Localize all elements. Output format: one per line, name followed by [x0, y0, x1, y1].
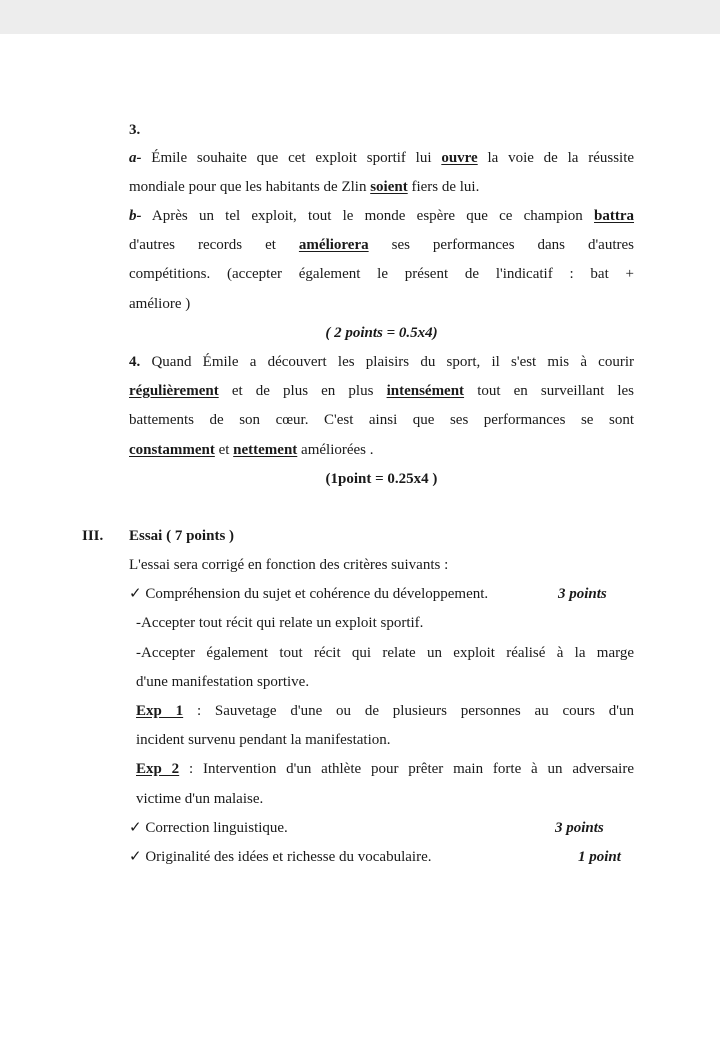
- q3b-label: b-: [129, 208, 142, 224]
- q4-line-1: [129, 352, 634, 372]
- q3b-text-3: ses performances dans d'autres: [391, 237, 635, 253]
- criterion-2: [129, 818, 288, 838]
- criterion-1-text: Compréhension du sujet et cohérence du développement.: [145, 586, 489, 602]
- q3a-line-1: [129, 148, 634, 168]
- q3a-text-3: mondiale pour que les habitants de Zlin: [129, 179, 367, 195]
- check-icon: ✓: [129, 849, 142, 865]
- q4-text-4: et: [218, 442, 230, 458]
- q4-line-3: battements de son cœur. C'est ainsi que ses performances se sont: [129, 412, 634, 428]
- criterion-3: [129, 847, 431, 867]
- example-2-line-2: victime d'un malaise.: [136, 791, 264, 807]
- q3a-text-4: fiers de lui.: [411, 179, 480, 195]
- section-numeral: III.: [82, 528, 104, 544]
- detail-2-line-1: -Accepter également tout récit qui relate un exploit réalisé à la marge: [136, 645, 634, 661]
- section-title: Essai ( 7 points ): [129, 528, 235, 544]
- check-icon: ✓: [129, 586, 142, 602]
- q4-adverb-regulierement: régulièrement: [129, 383, 219, 399]
- q3a-verb-ouvre: ouvre: [441, 150, 478, 166]
- criterion-3-points: 1 point: [578, 849, 621, 865]
- example-2-line-1: [136, 759, 634, 779]
- viewer-top-bar: [0, 0, 720, 34]
- q3a-text-2: la voie de la réussite: [487, 150, 635, 166]
- essai-intro: L'essai sera corrigé en fonction des critères suivants :: [129, 557, 449, 573]
- criterion-2-points: 3 points: [555, 820, 604, 836]
- q4-number: 4.: [129, 354, 141, 370]
- q3b-line-3: compétitions. (accepter également le présent de l'indicatif : bat +: [129, 266, 634, 282]
- q4-adverb-nettement: nettement: [233, 442, 298, 458]
- example-2-label: Exp 2: [136, 761, 180, 777]
- q3a-label: a-: [129, 150, 142, 166]
- example-1-line-2: incident survenu pendant la manifestation.: [136, 732, 391, 748]
- example-1-label: Exp 1: [136, 703, 184, 719]
- q3b-text-2: d'autres records et: [129, 237, 276, 253]
- criterion-1: [129, 584, 488, 604]
- q4-line-4: [129, 440, 374, 460]
- q4-points: (1point = 0.25x4 ): [325, 471, 438, 487]
- q4-text-2: et de plus en plus: [231, 383, 374, 399]
- q3b-line-1: [129, 206, 634, 226]
- detail-2-line-2: d'une manifestation sportive.: [136, 674, 310, 690]
- example-1-line-1: [136, 701, 634, 721]
- q3a-text-1: Émile souhaite que cet exploit sportif lui: [151, 150, 432, 166]
- document-page: [0, 34, 720, 1047]
- criterion-3-text: Originalité des idées et richesse du vocabulaire.: [145, 849, 432, 865]
- q4-adverb-constamment: constamment: [129, 442, 215, 458]
- q4-text-1: Quand Émile a découvert les plaisirs du sport, il s'est mis à courir: [151, 354, 634, 370]
- criterion-1-points: 3 points: [558, 586, 607, 602]
- q3b-verb-battra: battra: [594, 208, 635, 224]
- q3a-verb-soient: soient: [370, 179, 408, 195]
- check-icon: ✓: [129, 820, 142, 836]
- q3-points: ( 2 points = 0.5x4): [325, 325, 438, 341]
- q3b-line-4: améliore ): [129, 296, 191, 312]
- q3b-line-2: [129, 235, 634, 255]
- q3-number: 3.: [129, 122, 141, 138]
- detail-1: -Accepter tout récit qui relate un exploit sportif.: [136, 615, 424, 631]
- q4-text-3: tout en surveillant les: [477, 383, 635, 399]
- q4-text-5: améliorées .: [301, 442, 374, 458]
- example-1-text: : Sauvetage d'une ou de plusieurs personnes au cours d'un: [196, 703, 635, 719]
- q4-line-2: [129, 381, 634, 401]
- example-2-text: : Intervention d'un athlète pour prêter main forte à un adversaire: [189, 761, 634, 777]
- q3b-verb-ameliorera: améliorera: [298, 237, 369, 253]
- q3a-line-2: [129, 177, 479, 197]
- criterion-2-text: Correction linguistique.: [145, 820, 288, 836]
- q3b-text-1: Après un tel exploit, tout le monde espère que ce champion: [151, 208, 583, 224]
- q4-adverb-intensement: intensément: [386, 383, 465, 399]
